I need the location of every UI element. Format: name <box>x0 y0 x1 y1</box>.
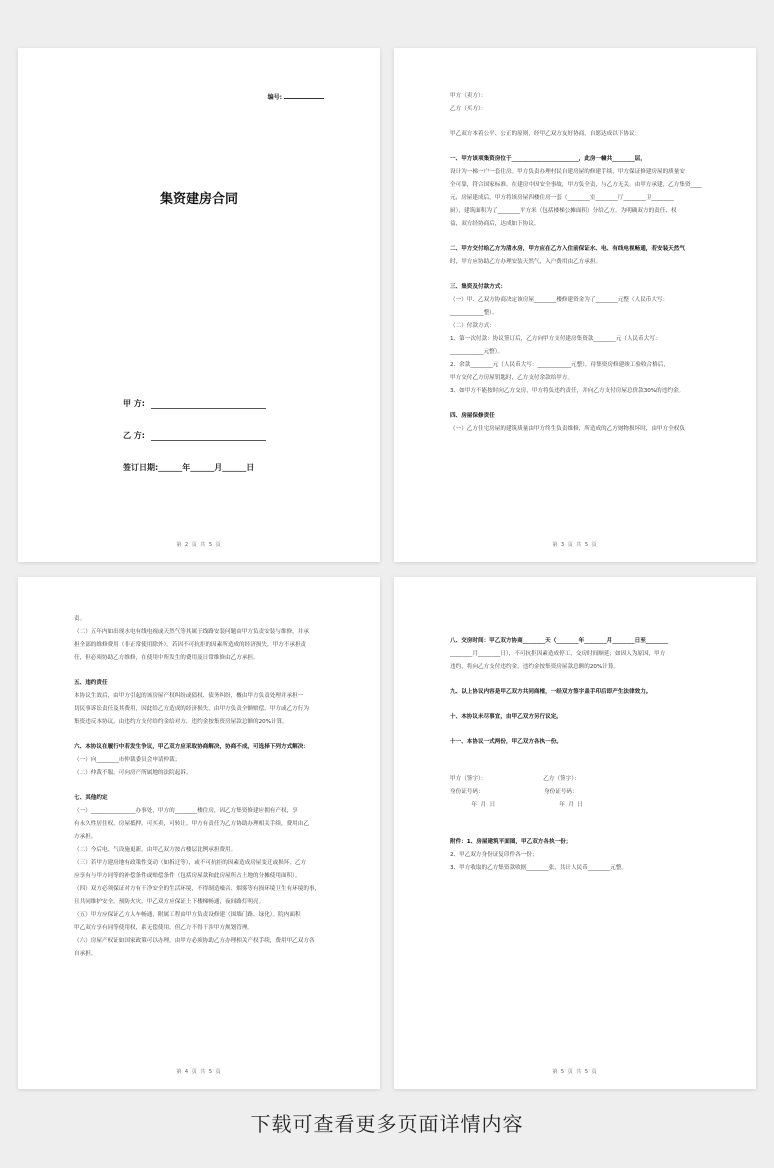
contract-number <box>268 92 324 101</box>
download-more-banner[interactable]: 下载可查看更多页面详情内容 <box>250 1112 524 1136</box>
page-number: 第 5 页 共 5 页 <box>552 1069 598 1075</box>
text-line: （一）________________办事处，甲方的________楼住房，因乙方集资修建应拥有产权，享 <box>74 808 298 814</box>
text-line: 七、其他约定 <box>74 795 108 801</box>
text-line: 九、以上协议内容是甲乙双方共同商榷，一经双方签字盖手印后即产生法律效力。 <box>450 689 652 695</box>
party-b-blank <box>151 440 266 441</box>
text-line: 违约，将向乙方支付违约金，违约金按集资房屋款总额的20%计算。 <box>450 664 620 670</box>
text-line: ____________整）。 <box>450 310 498 316</box>
text-line <box>450 674 700 686</box>
text-line: 身份证号码： 身份证号码： <box>450 789 578 795</box>
page-3 <box>18 577 380 1089</box>
text-line <box>450 269 700 281</box>
signing-date: 签订日期:______年______月______日 <box>123 463 255 472</box>
text-line <box>450 761 700 773</box>
text-line <box>450 116 700 128</box>
page-number: 第 4 页 共 5 页 <box>176 1069 222 1075</box>
text-line: 自承担。 <box>74 951 97 957</box>
text-line: 2、余款________元（人民币大写：____________元整），待集资房修建竣工验收合格后， <box>450 362 669 368</box>
text-line: 甲方交付乙方房屋钥匙时，乙方支付余款给甲方。 <box>450 375 574 381</box>
party-a-field <box>123 398 266 409</box>
text-line <box>450 812 700 824</box>
text-line <box>450 749 700 761</box>
text-line: （二）今后电、气设施更新，由甲乙双方按占楼层比例承担费用。 <box>74 847 237 853</box>
text-line: 甲方（签字）： 乙方（签字）： <box>450 776 580 782</box>
text-line: 甲乙双方享有同等使用权，系无偿使用，但乙方不得干涉甲方规划管理。 <box>74 925 254 931</box>
text-line: 六、本协议在履行中若发生争议，甲乙双方应采取协商解决，协商不成，可选择下列方式解决： <box>74 744 309 750</box>
page-number: 第 2 页 共 5 页 <box>176 542 222 548</box>
text-line: 四、房屋保修责任 <box>450 413 495 419</box>
text-line: 年 月 日 年 月 日 <box>450 802 584 808</box>
page-text <box>450 635 700 875</box>
text-line: 甲乙双方本着公平、公正的原则，经甲乙双方友好协商，自愿达成以下协议： <box>450 131 641 137</box>
text-line: 元，房屋建成后，甲方将该房屋四楼住房一套（________室________厅________卫________ <box>450 195 674 201</box>
text-line: 2、甲乙双方身份证复印件各一份； <box>450 852 538 858</box>
text-line: 时，甲方应协助乙方办理安装天然气，入户费用由乙方承担。 <box>450 259 602 265</box>
party-a-blank <box>151 408 266 409</box>
text-line: ____________元整）。 <box>450 349 504 355</box>
text-line: 有永久性居住权，房屋抵押，可买卖，可转让。甲方有责任为乙方协助办理相关手续，费用由乙 <box>74 821 309 827</box>
text-line: 任，但必须协助乙方维修，在使用中所发生的费用及日常维修由乙方承担。 <box>74 655 259 661</box>
text-line: 全可靠，符合国家标准。在建房中因安全事故，甲方负全责，与乙方无关。由甲方承建，乙方集资____ <box>450 182 702 188</box>
text-line: 甲方（卖方）： <box>450 93 487 99</box>
text-line: （二）五年内如出现水电有线电视或天然气等其属于线路安装问题由甲方负责安装与维修，并承 <box>74 629 309 635</box>
text-line: 十一、本协议一式两份，甲乙双方各执一份。 <box>450 739 562 745</box>
text-line: 益，双方经协商后，达成如下协议。 <box>450 221 540 227</box>
party-b-field <box>123 430 266 441</box>
text-line: （二）仲裁不服，可向房产所属地的法院起诉。 <box>74 770 192 776</box>
text-line: （一）向________市仲裁委员会申请仲裁； <box>74 757 181 763</box>
text-line: （一）甲、乙双方协商决定该房屋________楼修建资金为了________元整（人民币大写： <box>450 297 669 303</box>
text-line: 设计为一梯一户一套住房。甲方负责办理村民自建房屋的修建手续，甲方保证修建房屋的质量安 <box>450 169 685 175</box>
text-line: 本协议生效后，由甲方引起的该房屋产权纠纷或债权、债务纠纷，概由甲方负责处理并承担一 <box>74 693 304 699</box>
text-line: 二、甲方交付给乙方为清水房，甲方应在乙方入住前保证水、电、有线电视畅通，若安装天然气 <box>450 246 685 252</box>
text-line: 方承担。 <box>74 834 97 840</box>
text-line: （三）若甲方建房地有政策性变动（如拆迁等），或不可抗拒的因素造成房屋变迁或损坏，乙方 <box>74 860 307 866</box>
text-line: （二）付款方式： <box>450 323 495 329</box>
text-line: 厨），建筑面积为了________平方米（包括楼梯公摊面积）分给乙方。为明确双方的责任、权 <box>450 208 677 214</box>
text-line <box>74 729 324 741</box>
text-line: 3、如甲方不能按时向乙方交房，甲方将负违约责任，并向乙方支付房屋总价款30%的违约金。 <box>450 388 685 394</box>
text-line: （一）乙方住宅房屋的建筑质量由甲方终生负责维修，所造成的乙方财物损坏时，由甲方全权负 <box>450 426 685 432</box>
text-line: （五）甲方应保证乙方人车畅通，附属工程由甲方负责设修建（围墙门路、绿化）。院内面积 <box>74 912 301 918</box>
text-line: 乙方（买方）： <box>450 106 487 112</box>
text-line <box>450 724 700 736</box>
text-line: 3、甲方收取的乙方集资款收据________张，共计人民币________元整。 <box>450 865 627 871</box>
text-line: 担全部的维修费用（非正常使用除外）。若因不可抗拒的因素所造成的经济损失，甲方不承担责 <box>74 642 307 648</box>
text-line: 1、第一次付款：协议签订后，乙方向甲方支付建房集资款________元（人民币大写： <box>450 336 661 342</box>
text-line <box>450 231 700 243</box>
page-2 <box>394 48 756 562</box>
text-line: ________月________日），不可抗拒因素造成停工，交房时间顺延；如因人为原因，甲方 <box>450 651 666 657</box>
text-line: 应享有与甲方同等的补偿条件或赔偿条件（包括房屋款和此房屋所占土地的分摊使用面积）。 <box>74 873 301 879</box>
text-line: 五、违约责任 <box>74 680 108 686</box>
text-line <box>450 824 700 836</box>
text-line: （四）双方必须保证对方有干净安全的生活环境，不得制造噪音、烟雾等有损环境卫生有环境的事， <box>74 886 321 892</box>
text-line: 且共同维护安全，预防火灾，甲乙双方应保证上下楼梯畅通，夜间路灯明亮。 <box>74 899 265 905</box>
text-line <box>74 780 324 792</box>
page-cover <box>18 48 380 562</box>
text-line: 八、交房时间：甲乙双方协商________天（________年________月________日至________ <box>450 638 669 644</box>
text-line: （六）房屋产权证如国家政策可以办理，由甲方必须协助乙方办理相关产权手续，费用甲乙双方各 <box>74 938 315 944</box>
text-line: 一、甲方该项集资房位于________________________，此房一幢共________层， <box>450 156 646 162</box>
text-line <box>450 699 700 711</box>
text-line <box>74 665 324 677</box>
text-line: 集资违反本协议，由违约方支付给约金给对方，违约金按集资房屋款总额的20%计算。 <box>74 719 288 725</box>
text-line: 切民事诉讼责任及其费用，因此给乙方造成的经济损失，由甲方负责全额赔偿。甲方或乙方行为 <box>74 706 309 712</box>
text-line: 附件：1、房屋建筑平面图，甲乙双方各执一份； <box>450 839 572 845</box>
party-b-label: 乙 方: <box>123 431 145 440</box>
text-line: 责。 <box>74 616 86 622</box>
page-text <box>74 613 324 961</box>
text-line: 三、集资及付款方式： <box>450 284 506 290</box>
page-4 <box>394 577 756 1089</box>
page-text <box>450 90 700 436</box>
text-line <box>450 141 700 153</box>
page-number: 第 3 页 共 5 页 <box>552 542 598 548</box>
contract-number-label: 编号: <box>267 94 282 101</box>
text-line <box>450 398 700 410</box>
text-line: 十、本协议未尽事宜，由甲乙双方另行议定。 <box>450 714 562 720</box>
document-title: 集资建房合同 <box>159 192 238 207</box>
party-a-label: 甲 方: <box>123 399 145 408</box>
contract-number-blank <box>284 98 324 99</box>
